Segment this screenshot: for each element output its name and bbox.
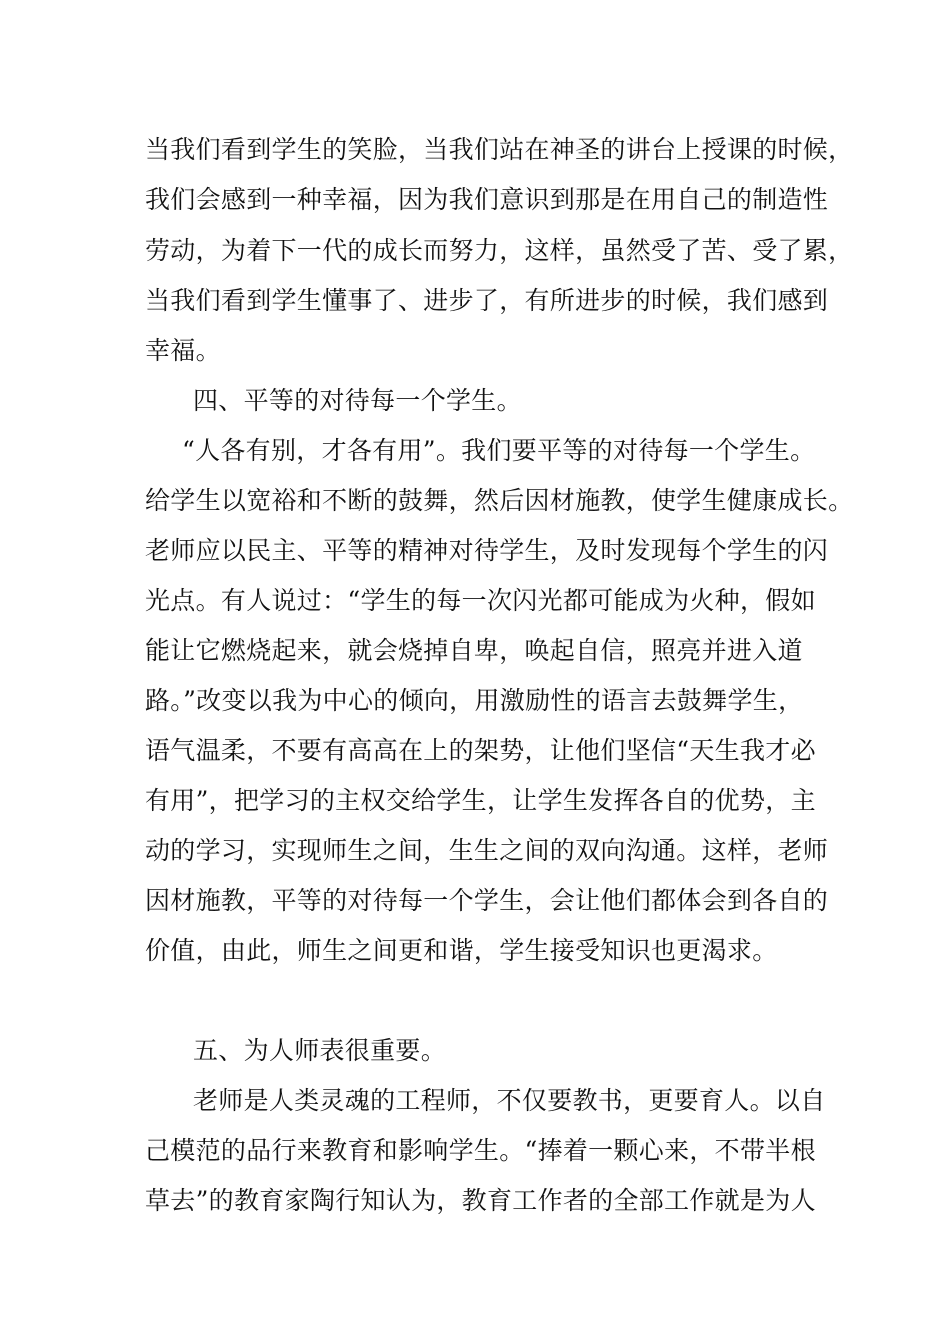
text-line: 当我们看到学生懂事了、进步了，有所进步的时候，我们感到 — [145, 286, 829, 315]
text-line: 动的学习，实现师生之间，生生之间的双向沟通。这样，老师 — [145, 836, 829, 865]
text-line: 语气温柔，不要有高高在上的架势，让他们坚信“天生我才必 — [145, 736, 816, 765]
text-line: 劳动，为着下一代的成长而努力，这样，虽然受了苦、受了累， — [145, 236, 854, 265]
text-line: 当我们看到学生的笑脸，当我们站在神圣的讲台上授课的时候， — [145, 135, 854, 164]
text-line: 路。”改变以我为中心的倾向，用激励性的语言去鼓舞学生， — [145, 686, 804, 715]
text-line: 己模范的品行来教育和影响学生。“捧着一颗心来，不带半根 — [145, 1136, 816, 1165]
text-line: 因材施教，平等的对待每一个学生，会让他们都体会到各自的 — [145, 886, 829, 915]
text-line: 我们会感到一种幸福，因为我们意识到那是在用自己的制造性 — [145, 185, 829, 214]
text-line: “人各有别，才各有用”。我们要平等的对待每一个学生。 — [182, 436, 816, 465]
text-line: 价值，由此，师生之间更和谐，学生接受知识也更渴求。 — [145, 936, 778, 965]
text-line: 幸福。 — [145, 336, 221, 365]
text-line: 给学生以宽裕和不断的鼓舞，然后因材施教，使学生健康成长。 — [145, 486, 854, 515]
text-line: 老师应以民主、平等的精神对待学生，及时发现每个学生的闪 — [145, 536, 829, 565]
text-line: 老师是人类灵魂的工程师，不仅要教书，更要育人。以自 — [193, 1086, 826, 1115]
text-line: 能让它燃烧起来，就会烧掉自卑，唤起自信，照亮并进入道 — [145, 636, 803, 665]
section-heading: 五、为人师表很重要。 — [193, 1036, 447, 1065]
text-line: 有用”，把学习的主权交给学生，让学生发挥各自的优势，主 — [145, 786, 816, 815]
section-heading: 四、平等的对待每一个学生。 — [193, 386, 522, 415]
text-line: 光点。有人说过：“学生的每一次闪光都可能成为火种，假如 — [145, 586, 816, 615]
text-line: 草去”的教育家陶行知认为，教育工作者的全部工作就是为人 — [145, 1186, 816, 1215]
